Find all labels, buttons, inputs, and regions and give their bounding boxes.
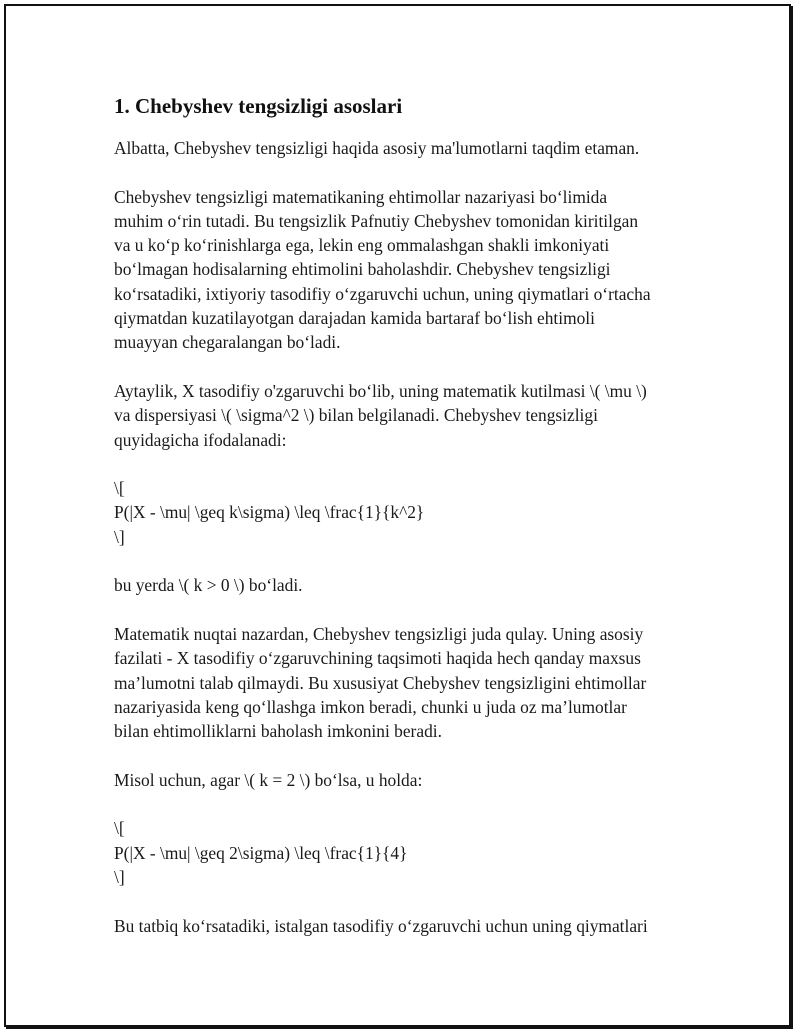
- text-line: bu yerda \( k > 0 \) bo‘ladi.: [114, 575, 303, 596]
- text-line: muayyan chegaralangan bo‘ladi.: [114, 332, 341, 353]
- text-line: Albatta, Chebyshev tengsizligi haqida asosiy ma'lumotlarni taqdim etaman.: [114, 138, 640, 158]
- document-body: [114, 93, 714, 962]
- paragraph: [114, 379, 714, 452]
- text-line: \[: [114, 818, 125, 839]
- paragraph: [114, 816, 714, 889]
- text-line: Chebyshev tengsizligi matematikaning ehtimollar nazariyasi bo‘limida: [114, 186, 608, 207]
- paragraph: [114, 914, 714, 938]
- text-line: Aytaylik, X tasodifiy o'zgaruvchi bo‘lib, uning matematik kutilmasi \( \mu \): [114, 380, 647, 401]
- paragraph: [114, 768, 714, 792]
- text-line: P(|X - \mu| \geq 2\sigma) \leq \frac{1}{4}: [114, 842, 408, 863]
- text-line: va dispersiyasi \( \sigma^2 \) bilan belgilanadi. Chebyshev tengsizligi: [114, 405, 598, 426]
- text-line: Bu tatbiq ko‘rsatadiki, istalgan tasodifiy o‘zgaruvchi uchun uning qiymatlari: [114, 915, 648, 936]
- text-line: qiymatdan kuzatilayotgan darajadan kamida bartaraf bo‘lish ehtimoli: [114, 308, 595, 329]
- paragraph: [114, 476, 714, 549]
- text-line: va u ko‘p ko‘rinishlarga ega, lekin eng ommalashgan shakli imkoniyati: [114, 235, 610, 256]
- text-line: bilan ehtimolliklarni baholash imkonini beradi.: [114, 721, 442, 742]
- text-line: fazilati - X tasodifiy o‘zgaruvchining taqsimoti haqida hech qanday maxsus: [114, 648, 641, 669]
- paragraph: [114, 136, 714, 160]
- text-line: \[: [114, 478, 125, 499]
- text-line: P(|X - \mu| \geq k\sigma) \leq \frac{1}{k^2}: [114, 502, 425, 523]
- text-line: Misol uchun, agar \( k = 2 \) bo‘lsa, u holda:: [114, 769, 423, 790]
- paragraph: [114, 573, 714, 597]
- text-line: ma’lumotni talab qilmaydi. Bu xususiyat Chebyshev tengsizligini ehtimollar: [114, 672, 647, 693]
- text-line: quyidagicha ifodalanadi:: [114, 429, 287, 450]
- paragraph: [114, 185, 714, 355]
- text-line: muhim o‘rin tutadi. Bu tengsizlik Pafnutiy Chebyshev tomonidan kiritilgan: [114, 210, 639, 231]
- text-line: nazariyasida keng qo‘llashga imkon beradi, chunki u juda oz ma’lumotlar: [114, 696, 627, 717]
- text-line: Matematik nuqtai nazardan, Chebyshev tengsizligi juda qulay. Uning asosiy: [114, 623, 644, 644]
- text-line: \]: [114, 866, 125, 887]
- text-line: \]: [114, 526, 125, 547]
- paragraph: [114, 622, 714, 743]
- paragraph-container: [114, 136, 714, 938]
- section-heading: 1. Chebyshev tengsizligi asoslari: [114, 94, 403, 118]
- text-line: bo‘lmagan hodisalarning ehtimolini baholashdir. Chebyshev tengsizligi: [114, 259, 611, 280]
- text-line: ko‘rsatadiki, ixtiyoriy tasodifiy o‘zgaruvchi uchun, uning qiymatlari o‘rtacha: [114, 283, 651, 304]
